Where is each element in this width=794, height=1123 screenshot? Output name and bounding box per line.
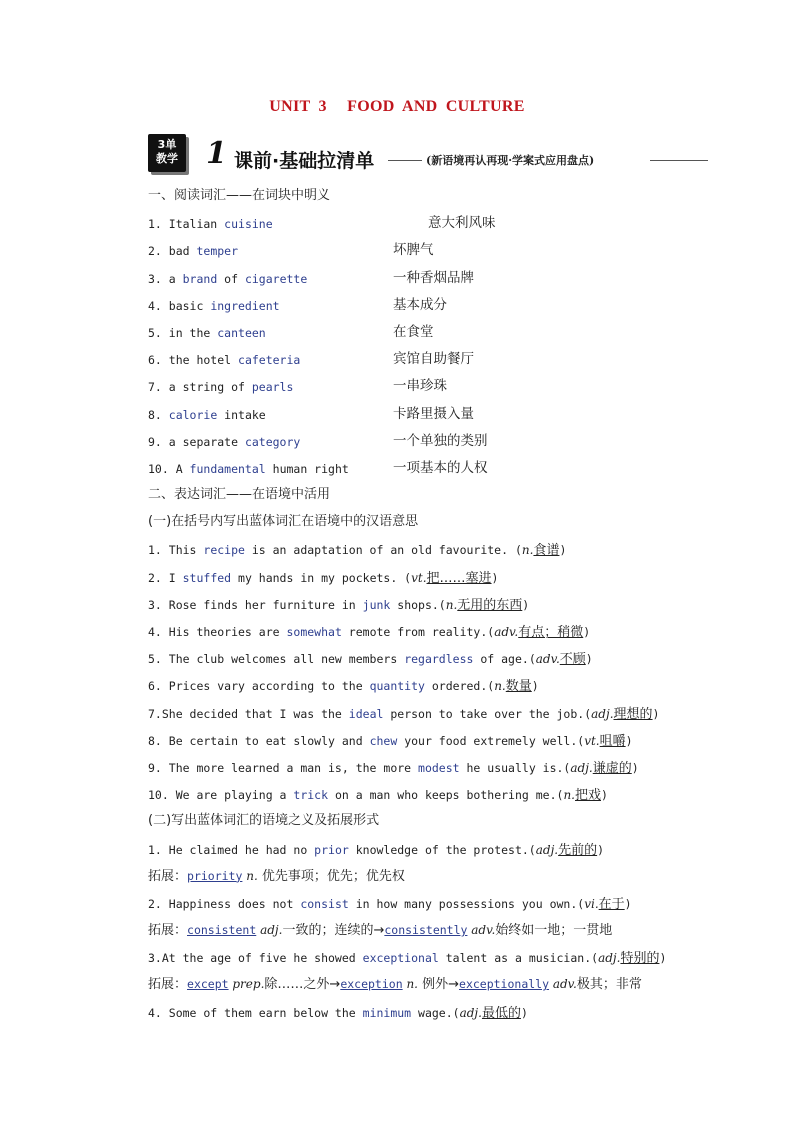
sentence-item: 4. His theories are somewhat remote from reality.(adv.有点；稍微) xyxy=(148,625,591,640)
section-title: 课前·基础拉清单 xyxy=(234,150,375,172)
list-item: 9. a separate category 一个单独的类别 xyxy=(148,432,488,449)
list-item: 7. a string of pearls 一串珍珠 xyxy=(148,378,447,395)
sentence-item: 2. Happiness does not consist in how many possessions you own.(vi.在于) xyxy=(148,896,632,912)
part2-sub2: (二)写出蓝体词汇的语境之义及拓展形式 xyxy=(148,813,380,829)
sentence-item: 1. This recipe is an adaptation of an old favourite. (n.食谱) xyxy=(148,543,567,559)
list-item: 4. basic ingredient 基本成分 xyxy=(148,296,447,313)
extension-line: 拓展：except prep.除……之外→exception n. 例外→exceptionally adv.极其；非常 xyxy=(148,977,642,993)
list-item: 10. A fundamental human right 一项基本的人权 xyxy=(148,459,488,476)
sentence-item: 6. Prices vary according to the quantity ordered.(n.数量) xyxy=(148,679,539,695)
unit-title xyxy=(0,98,794,116)
list-item: 2. bad temper 坏脾气 xyxy=(148,242,434,259)
extension-line: 拓展：consistent adj.一致的；连续的→consistently adv.始终如一地；一贯地 xyxy=(148,923,613,939)
sentence-item: 1. He claimed he had no prior knowledge of the protest.(adj.先前的) xyxy=(148,842,605,858)
extension-line: 拓展：priority n. 优先事项；优先；优先权 xyxy=(148,868,405,884)
part2-sub1: (一)在括号内写出蓝体词汇在语境中的汉语意思 xyxy=(148,514,419,530)
unit-topic: FOOD AND CULTURE xyxy=(347,98,525,115)
section-subtitle: (新语境再认再现·学案式应用盘点) xyxy=(426,154,595,167)
unit-badge xyxy=(148,134,186,172)
list-item: 5. in the canteen 在食堂 xyxy=(148,323,434,340)
sentence-item: 3.At the age of five he showed exceptional talent as a musician.(adj.特别的) xyxy=(148,951,667,967)
badge-line1: 3单 xyxy=(157,138,177,151)
unit-number: UNIT 3 xyxy=(269,98,327,115)
sentence-item: 2. I stuffed my hands in my pockets. (vt.把……塞进) xyxy=(148,570,499,586)
sentence-item: 4. Some of them earn below the minimum wage.(adj.最低的) xyxy=(148,1005,528,1021)
part1-heading: 一、阅读词汇——在词块中明义 xyxy=(148,188,331,203)
list-item: 3. a brand of cigarette 一种香烟品牌 xyxy=(148,269,474,286)
sentence-item: 3. Rose finds her furniture in junk shops.(n.无用的东西) xyxy=(148,597,530,613)
divider-line xyxy=(388,160,422,161)
section-header xyxy=(148,134,708,174)
sentence-item: 8. Be certain to eat slowly and chew your food extremely well.(vt.咀嚼) xyxy=(148,733,633,749)
list-item: 8. calorie intake 卡路里摄入量 xyxy=(148,405,474,422)
section-number: 1 xyxy=(206,136,227,171)
sentence-item: 10. We are playing a trick on a man who keeps bothering me.(n.把戏) xyxy=(148,788,608,804)
content-lines xyxy=(148,186,708,1029)
sentence-item: 5. The club welcomes all new members regardless of age.(adv.不顾) xyxy=(148,652,593,668)
sentence-item: 7.She decided that I was the ideal person to take over the job.(adj.理想的) xyxy=(148,706,660,722)
badge-line2: 教学 xyxy=(156,152,178,165)
sentence-item: 9. The more learned a man is, the more modest he usually is.(adj.谦虚的) xyxy=(148,760,639,776)
list-item: 6. the hotel cafeteria 宾馆自助餐厅 xyxy=(148,351,474,368)
list-item: 1. Italian cuisine 意大利风味 xyxy=(148,215,496,232)
part2-heading: 二、表达词汇——在语境中活用 xyxy=(148,487,331,503)
divider-line xyxy=(650,160,708,161)
